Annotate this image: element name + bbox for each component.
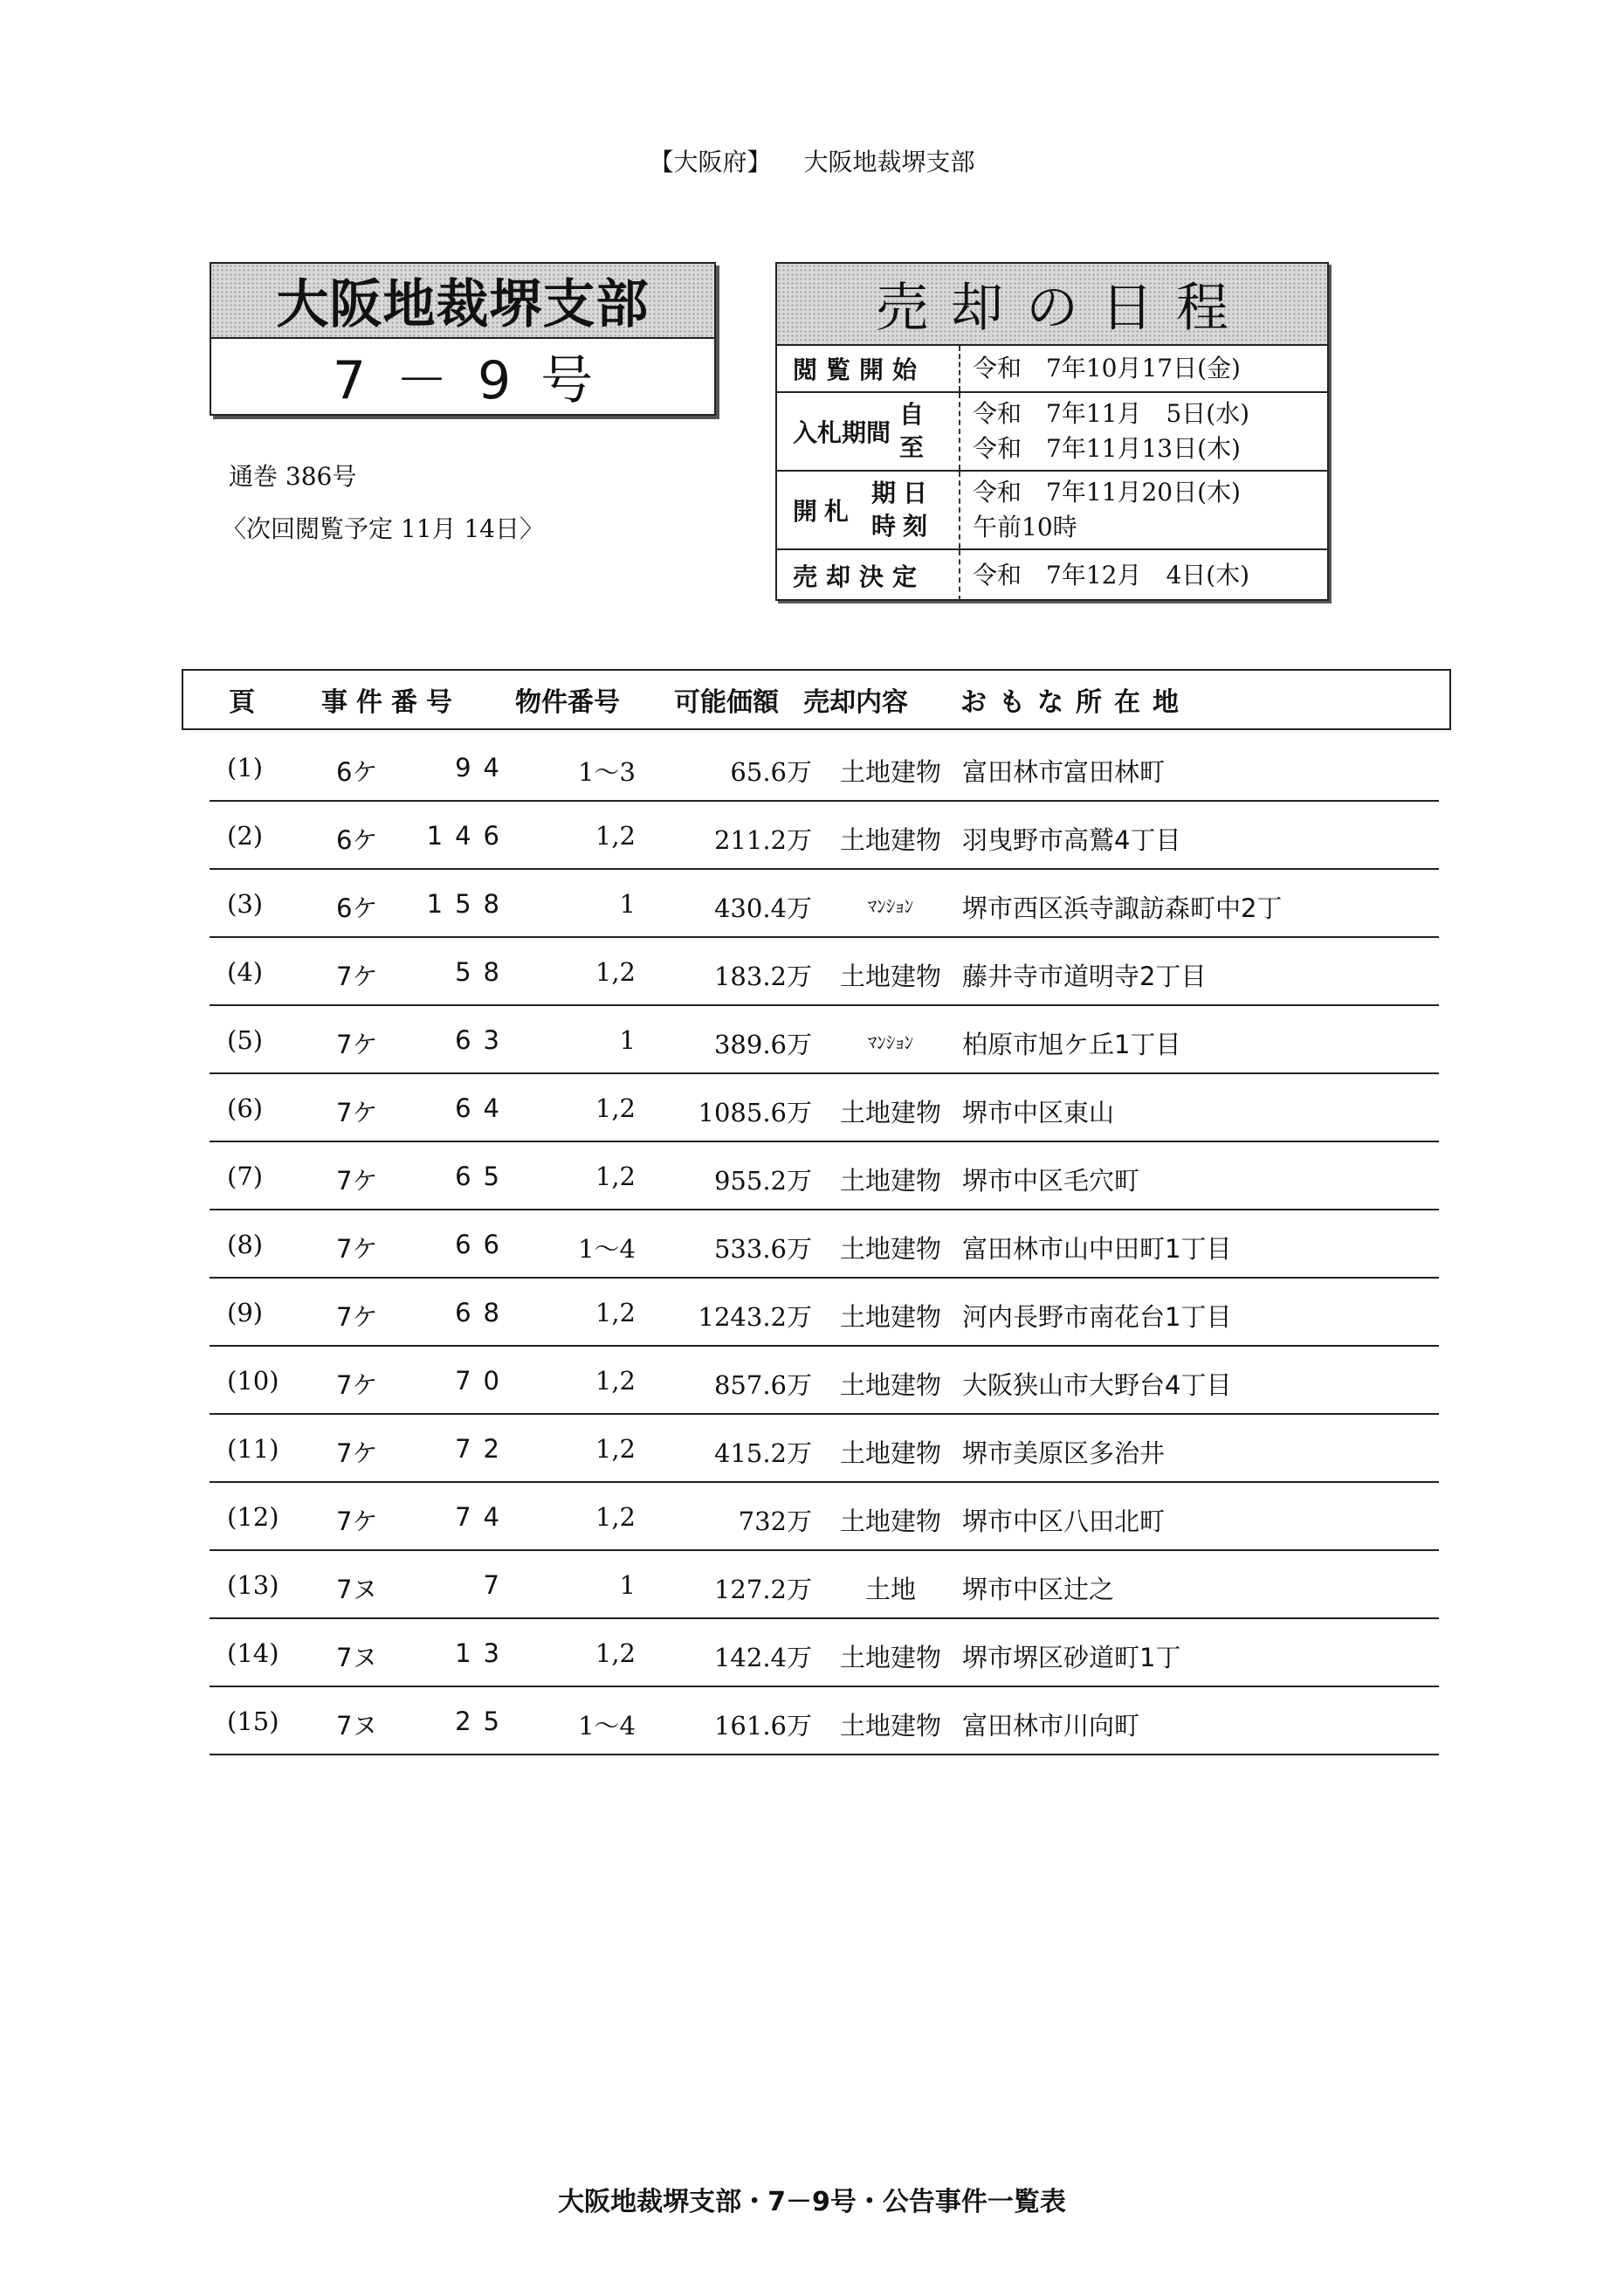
row-location: 堺市西区浜寺諏訪森町中2丁 [962,893,1283,923]
row-property-number: 1,2 [595,1093,636,1123]
row-case-number: 25 [455,1706,512,1736]
page-footer: 大阪地裁堺支部・7－9号・公告事件一覧表 [558,2187,1066,2217]
row-price: 65.6万 [730,757,812,787]
opening-time-label: 時刻 [871,512,935,541]
row-price: 533.6万 [713,1234,812,1264]
schedule-opening-row [777,472,1327,550]
row-price: 211.2万 [713,825,812,855]
opening-label: 開札 [793,497,857,526]
row-case-number: 63 [455,1025,512,1055]
row-location: 羽曳野市高鷲4丁目 [962,825,1181,855]
table-row [210,800,1439,870]
table-row [210,1686,1439,1755]
header-location: おもな所在地 [960,687,1191,718]
row-sale-type: 土地建物 [839,1166,941,1196]
page-header [0,143,1624,178]
table-row [210,1004,1439,1074]
row-case-class: 7ケ [336,962,378,991]
row-page: (7) [227,1162,264,1191]
schedule-box [775,262,1329,601]
opening-date-label: 期日 [871,479,935,507]
table-row [210,1209,1439,1279]
header-sale-type: 売却内容 [803,687,908,718]
opening-label-cell [777,472,960,548]
next-viewing: 〈次回閲覧予定 11月 14日〉 [222,514,545,543]
table-row [210,1141,1439,1210]
row-property-number: 1,2 [595,1366,636,1396]
table-row [210,732,1439,802]
bidding-to-date: 令和 7年11月13日(木) [973,434,1241,463]
row-case-class: 7ヌ [336,1643,378,1672]
row-case-class: 6ケ [336,893,378,923]
row-price: 183.2万 [713,962,812,991]
row-sale-type: 土地建物 [839,1370,941,1400]
row-page: (12) [227,1502,279,1532]
row-location: 富田林市山中田町1丁目 [962,1234,1232,1264]
row-property-number: 1 [619,889,636,919]
row-property-number: 1～4 [578,1234,636,1264]
row-sale-type: 土地建物 [839,1438,941,1468]
schedule-viewing-row [777,346,1327,393]
row-page: (9) [227,1298,264,1327]
header-price: 可能価額 [674,687,779,718]
row-price: 389.6万 [713,1030,812,1059]
row-case-number: 146 [426,821,512,851]
schedule-decision-row [777,550,1327,601]
row-location: 堺市中区東山 [962,1098,1115,1127]
table-row [210,1617,1439,1687]
row-case-number: 66 [455,1230,512,1259]
viewing-date: 令和 7年10月17日(金) [973,354,1241,383]
row-case-number: 74 [455,1502,512,1532]
table-header [182,669,1451,730]
row-page: (11) [227,1434,279,1464]
row-price: 955.2万 [713,1166,812,1196]
row-page: (2) [227,821,264,851]
row-case-class: 7ケ [336,1506,378,1536]
row-case-class: 7ケ [336,1030,378,1059]
row-property-number: 1,2 [595,1434,636,1464]
row-property-number: 1,2 [595,1638,636,1668]
row-case-class: 6ケ [336,825,378,855]
row-location: 堺市中区毛穴町 [962,1166,1140,1196]
row-page: (5) [227,1025,264,1055]
row-case-class: 7ヌ [336,1575,378,1604]
row-location: 富田林市富田林町 [962,757,1166,787]
row-page: (1) [227,753,264,783]
table-row [210,1072,1439,1142]
bidding-from-date: 令和 7年11月 5日(水) [973,399,1250,428]
row-sale-type: 土地建物 [839,1506,941,1536]
row-page: (4) [227,957,264,987]
row-sale-type: 土地建物 [839,1711,941,1741]
table-row [210,1277,1439,1347]
prefecture-label: 【大阪府】 [649,148,772,176]
row-sale-type: 土地建物 [839,1302,941,1332]
row-location: 富田林市川向町 [962,1711,1140,1741]
row-case-class: 7ケ [336,1166,378,1196]
title-issue: 7－9号 [332,350,623,411]
header-case-number: 事件番号 [321,687,461,718]
bidding-from-label: 自 [899,400,925,429]
row-page: (10) [227,1366,279,1396]
row-property-number: 1～3 [578,757,636,787]
row-price: 161.6万 [713,1711,812,1741]
bidding-label-cell [777,393,960,470]
row-sale-type: 土地建物 [839,1643,941,1672]
table-row [210,868,1439,938]
row-case-number: 70 [455,1366,512,1396]
table-row [210,1481,1439,1551]
row-case-number: 65 [455,1162,512,1191]
row-location: 柏原市旭ケ丘1丁目 [962,1030,1181,1059]
row-page: (8) [227,1230,264,1259]
row-sale-type: 土地建物 [839,962,941,991]
table-row [210,1345,1439,1415]
row-property-number: 1 [619,1025,636,1055]
row-sale-type: 土地建物 [839,1234,941,1264]
title-court: 大阪地裁堺支部 [211,264,714,339]
row-case-number: 7 [483,1570,512,1600]
row-case-class: 7ケ [336,1370,378,1400]
row-location: 河内長野市南花台1丁目 [962,1302,1232,1332]
row-sale-type: 土地建物 [839,757,941,787]
row-location: 藤井寺市道明寺2丁目 [962,962,1207,991]
court-label: 大阪地裁堺支部 [803,148,975,176]
row-location: 堺市堺区砂道町1丁 [962,1643,1181,1672]
title-box [210,262,716,416]
decision-label: 売却決定 [777,550,960,601]
row-property-number: 1,2 [595,821,636,851]
row-price: 1243.2万 [698,1302,812,1332]
row-case-number: 72 [455,1434,512,1464]
row-case-class: 6ケ [336,757,378,787]
opening-date: 令和 7年11月20日(木) [973,478,1241,507]
decision-date: 令和 7年12月 4日(木) [973,561,1250,589]
row-location: 大阪狭山市大野台4丁目 [962,1370,1232,1400]
row-property-number: 1 [619,1570,636,1600]
row-page: (3) [227,889,264,919]
table-row [210,1413,1439,1483]
row-location: 堺市中区八田北町 [962,1506,1166,1536]
row-case-number: 94 [455,753,512,783]
row-sale-type: ﾏﾝｼｮﾝ [867,896,914,917]
row-property-number: 1～4 [578,1711,636,1741]
row-case-number: 13 [455,1638,512,1668]
row-case-class: 7ケ [336,1234,378,1264]
row-location: 堺市中区辻之 [962,1575,1115,1604]
row-price: 1085.6万 [698,1098,812,1127]
row-case-number: 68 [455,1298,512,1327]
row-property-number: 1,2 [595,1162,636,1191]
row-price: 127.2万 [713,1575,812,1604]
row-case-class: 7ヌ [336,1711,378,1741]
row-price: 857.6万 [713,1370,812,1400]
row-case-class: 7ケ [336,1302,378,1332]
row-case-number: 58 [455,957,512,987]
row-sale-type: 土地建物 [839,1098,941,1127]
schedule-title: 売却の日程 [777,264,1327,346]
row-property-number: 1,2 [595,1502,636,1532]
row-price: 415.2万 [713,1438,812,1468]
row-sale-type: ﾏﾝｼｮﾝ [867,1032,914,1053]
row-page: (13) [227,1570,279,1600]
row-case-number: 64 [455,1093,512,1123]
row-location: 堺市美原区多治井 [962,1438,1166,1468]
viewing-label: 閲覧開始 [777,346,960,391]
row-property-number: 1,2 [595,1298,636,1327]
row-property-number: 1,2 [595,957,636,987]
table-row [210,936,1439,1006]
row-sale-type: 土地建物 [839,825,941,855]
row-sale-type: 土地 [864,1575,916,1604]
opening-time: 午前10時 [973,513,1077,541]
row-page: (15) [227,1706,279,1736]
row-case-class: 7ケ [336,1438,378,1468]
row-case-number: 158 [426,889,512,919]
row-page: (14) [227,1638,279,1668]
row-price: 142.4万 [713,1643,812,1672]
row-price: 732万 [738,1506,812,1536]
table-row [210,1549,1439,1619]
header-page: 頁 [229,687,255,718]
row-price: 430.4万 [713,893,812,923]
row-case-class: 7ケ [336,1098,378,1127]
schedule-bidding-row [777,393,1327,472]
header-property-number: 物件番号 [515,687,620,718]
bidding-to-label: 至 [899,433,925,462]
bidding-label: 入札期間 [793,418,891,447]
volume-number: 通巻 386号 [229,462,357,491]
row-page: (6) [227,1093,264,1123]
